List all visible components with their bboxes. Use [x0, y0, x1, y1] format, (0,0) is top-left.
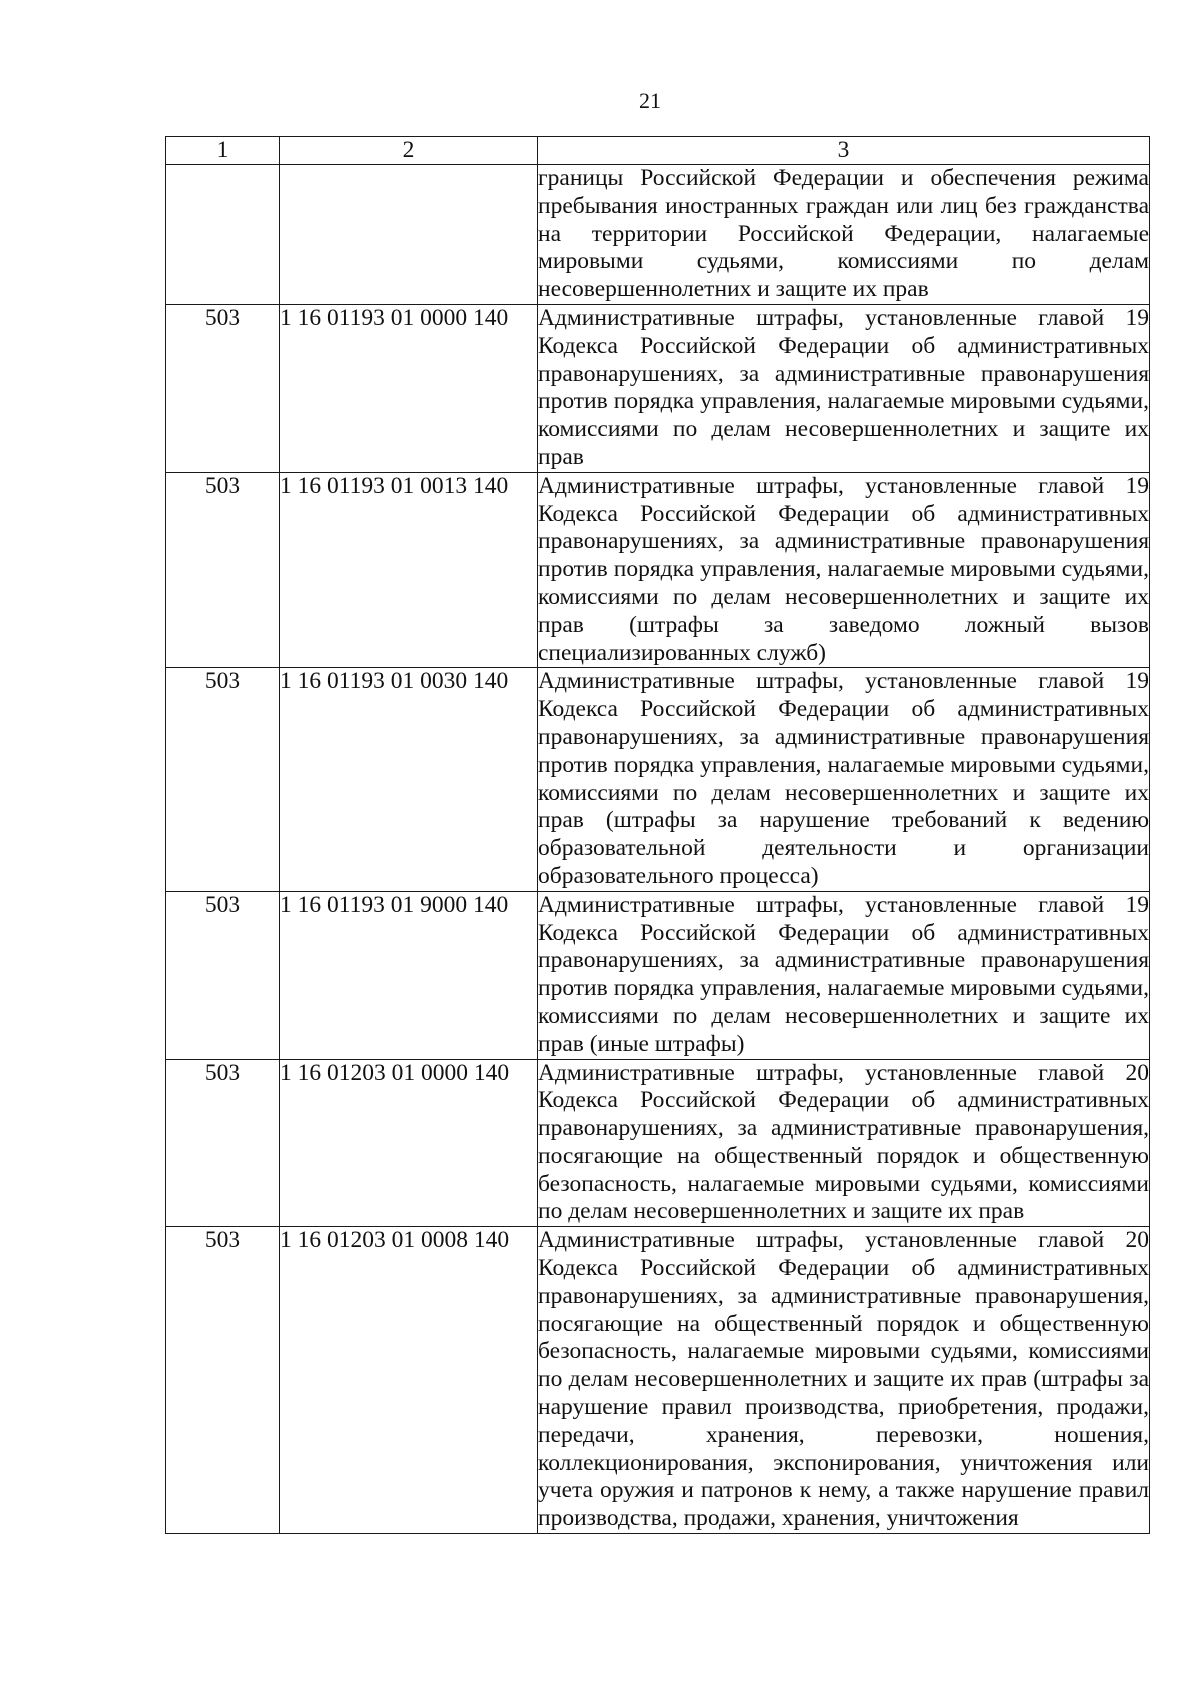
admin-code-cell: 503	[166, 891, 280, 1059]
table-row	[166, 472, 1150, 668]
column-header-3: 3	[538, 137, 1150, 165]
table-row	[166, 304, 1150, 472]
budget-code-cell: 1 16 01203 01 0008 140	[280, 1227, 538, 1534]
description-cell: Административные штрафы, установленные главой 20 Кодекса Российской Федерации об административных правонарушениях, за административные правонарушения, посягающие на общественный порядок и общественную безопасность, налагаемые мировыми судьями, комиссиями по делам несовершеннолетних и защите их прав (штрафы за нарушение правил производства, приобретения, продажи, передачи, хранения, перевозки, ношения, коллекционирования, экспонирования, уничтожения или учета оружия и патронов к нему, а также нарушение правил производства, продажи, хранения, уничтожения	[538, 1227, 1150, 1534]
admin-code-cell: 503	[166, 1227, 280, 1534]
admin-code-cell: 503	[166, 1059, 280, 1227]
description-cell: Административные штрафы, установленные главой 19 Кодекса Российской Федерации об административных правонарушениях, за административные правонарушения против порядка управления, налагаемые мировыми судьями, комиссиями по делам несовершеннолетних и защите их прав	[538, 304, 1150, 472]
table-row	[166, 1059, 1150, 1227]
admin-code-cell	[166, 165, 280, 305]
table-row	[166, 1227, 1150, 1534]
admin-code-cell: 503	[166, 668, 280, 891]
description-cell: Административные штрафы, установленные главой 19 Кодекса Российской Федерации об административных правонарушениях, за административные правонарушения против порядка управления, налагаемые мировыми судьями, комиссиями по делам несовершеннолетних и защите их прав (штрафы за заведомо ложный вызов специализированных служб)	[538, 472, 1150, 668]
description-cell: Административные штрафы, установленные главой 20 Кодекса Российской Федерации об административных правонарушениях, за административные правонарушения, посягающие на общественный порядок и общественную безопасность, налагаемые мировыми судьями, комиссиями по делам несовершеннолетних и защите их прав	[538, 1059, 1150, 1227]
description-cell: Административные штрафы, установленные главой 19 Кодекса Российской Федерации об административных правонарушениях, за административные правонарушения против порядка управления, налагаемые мировыми судьями, комиссиями по делам несовершеннолетних и защите их прав (иные штрафы)	[538, 891, 1150, 1059]
table-row	[166, 165, 1150, 305]
budget-code-cell: 1 16 01193 01 0000 140	[280, 304, 538, 472]
column-header-1: 1	[166, 137, 280, 165]
budget-code-cell: 1 16 01193 01 9000 140	[280, 891, 538, 1059]
table-row	[166, 668, 1150, 891]
budget-code-cell: 1 16 01203 01 0000 140	[280, 1059, 538, 1227]
column-header-2: 2	[280, 137, 538, 165]
table-header-row	[166, 137, 1150, 165]
budget-code-cell: 1 16 01193 01 0013 140	[280, 472, 538, 668]
description-cell: границы Российской Федерации и обеспечения режима пребывания иностранных граждан или лиц без гражданства на территории Российской Федерации, налагаемые мировыми судьями, комиссиями по делам несовершеннолетних и защите их прав	[538, 165, 1150, 305]
budget-code-cell	[280, 165, 538, 305]
admin-code-cell: 503	[166, 472, 280, 668]
table-row	[166, 891, 1150, 1059]
budget-code-cell: 1 16 01193 01 0030 140	[280, 668, 538, 891]
admin-code-cell: 503	[166, 304, 280, 472]
description-cell: Административные штрафы, установленные главой 19 Кодекса Российской Федерации об административных правонарушениях, за административные правонарушения против порядка управления, налагаемые мировыми судьями, комиссиями по делам несовершеннолетних и защите их прав (штрафы за нарушение требований к ведению образовательной деятельности и организации образовательного процесса)	[538, 668, 1150, 891]
page-number: 21	[639, 88, 661, 113]
budget-codes-table	[165, 136, 1150, 1534]
